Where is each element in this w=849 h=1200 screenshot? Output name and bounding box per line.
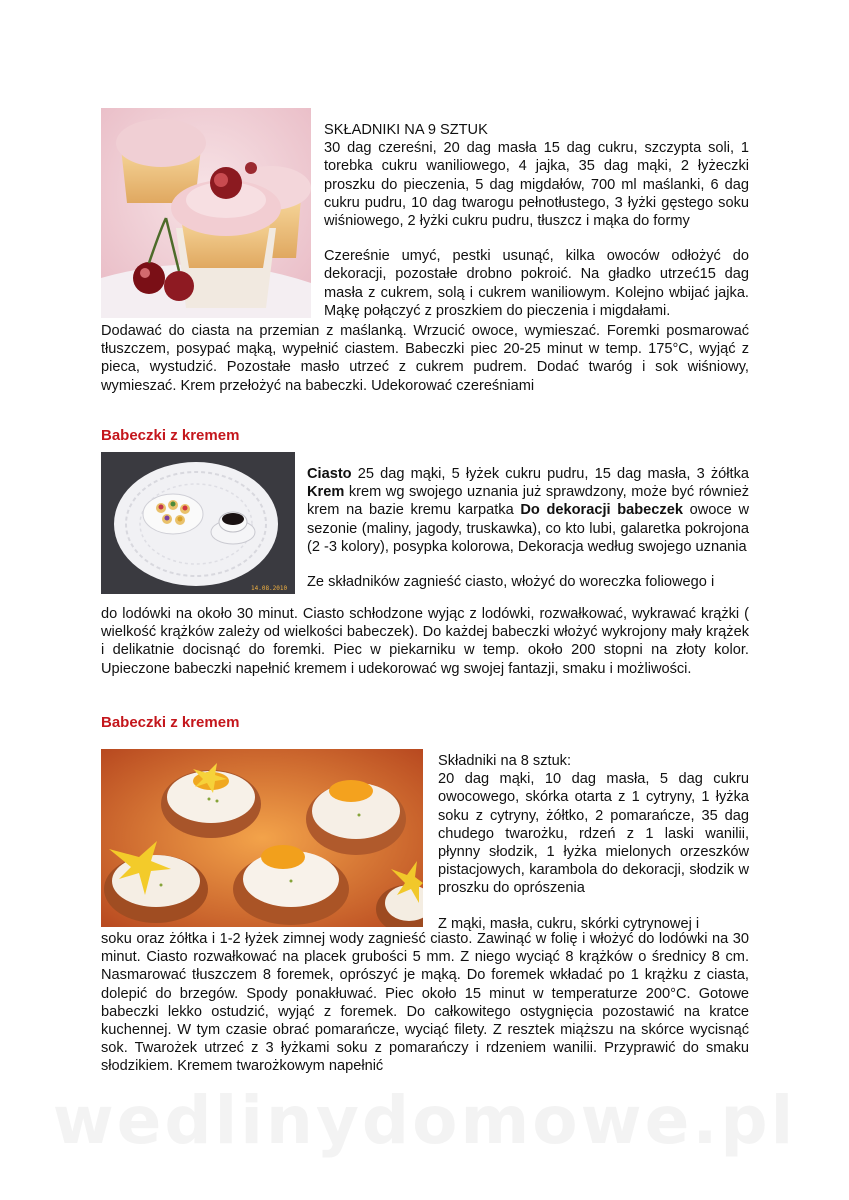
tartlets-doily-photo	[101, 452, 295, 594]
site-watermark: wedlinydomowe.pl	[52, 1082, 797, 1159]
recipe3-instructions-full: soku oraz żółtka i 1-2 łyżek zimnej wody zagnieść ciasto. Zawinąć w folię i włożyć do lodówki na 30 minut. Ciasto rozwałkować na placek grubości 5 mm. Z niego wyciąć 8 krążków o średnicy 8 cm. Nasmarować tłuszczem 8 foremek, oprószyć je mąką. Do foremek wkładać po 1 krążku z ciasta, dolepić do brzegów. Spody ponakłuwać. Piec około 15 minut w temperaturze 200°C. Gotowe babeczki lekko ostudzić, wyjąć z foremek. Do całkowitego ostygnięcia pozostawić na kratce kuchennej. W tym czasie obrać pomarańcze, wyciąć filety. Z resztek miąższu na skórce wycisnąć sok. Twarożek utrzeć z 3 łyżkami soku z pomarańczy i rdzeniem wanilii. Przyprawić do smaku słodzikiem. Kremem twarożkowym napełnić	[101, 931, 749, 1075]
label-ciasto: Ciasto	[307, 466, 352, 482]
recipe3-ingredients: 20 dag mąki, 10 dag masła, 5 dag cukru owocowego, skórka otarta z 1 cytryny, 1 łyżka soku z cytryny, żółtko, 2 pomarańcze, 35 dag chudego twarożku, rdzeń z 1 laski wanilii, płynny słodzik, 1 łyżka mielonych orzeszków pistacjowych, karambola do dekoracji, słodzik w proszku do oprószenia	[438, 771, 749, 897]
text-dekoracja: owoce w sezonie (maliny, jagody, truskawka), co kto lubi, galaretka pokrojona (2 -3 kolory), posypka kolorowa, Dekoracja według swojego uznania	[307, 502, 749, 555]
recipe3-title: Składniki na 8 sztuk:	[438, 753, 572, 769]
recipe2-instructions-full: do lodówki na około 30 minut. Ciasto schłodzone wyjąc z lodówki, rozwałkować, wykrawać krążki ( wielkość krążków zależy od wielkości babeczek). Do każdej babeczki włożyć wykrojony mały krążek i delikatnie docisnąć do foremki. Piec w piekarniku w temp. około 200 stopni na złoty kolor. Upieczone babeczki napełnić kremem i udekorować wg swojej fantazji, smaku i możliwości.	[101, 606, 749, 677]
text-krem: krem wg swojego uznania już sprawdzony, może być również krem na bazie kremu karpatka	[307, 484, 749, 519]
muffins-illustration	[101, 108, 311, 318]
recipe1-ingredients-block	[324, 121, 749, 320]
muffins-cherries-photo	[101, 108, 311, 318]
cream-tartlets-photo	[101, 749, 423, 927]
recipe1-title: SKŁADNIKI NA 9 SZTUK	[324, 122, 488, 138]
recipe2-ingredients	[307, 465, 749, 556]
photo-date-stamp: 14.08.2010	[251, 585, 288, 592]
cream-tartlets-illustration	[101, 749, 423, 927]
recipe2-instructions-side: Ze składników zagnieść ciasto, włożyć do woreczka foliowego i	[307, 574, 715, 591]
recipe3-instructions-side: Z mąki, masła, cukru, skórki cytrynowej i	[438, 915, 700, 932]
label-dekoracja: Do dekoracji babeczek	[520, 502, 683, 519]
label-krem: Krem	[307, 484, 345, 501]
recipe1-instructions-full: Dodawać do ciasta na przemian z maślanką. Wrzucić owoce, wymieszać. Foremki posmarować tłuszczem, posypać mąką, wypełnić ciastem. Babeczki piec 20-25 minut w temp. 175°C, wyjąć z pieca, wystudzić. Pozostałe masło utrzeć z cukrem pudrem. Dodać twaróg i sok wiśniowy, wymieszać. Krem przełożyć na babeczki. Udekorować czereśniami	[101, 323, 749, 394]
tartlets-illustration	[101, 452, 295, 594]
recipe1-instructions-side: Czereśnie umyć, pestki usunąć, kilka owoców odłożyć do dekoracji, pozostałe drobno pokroić. Na gładko utrzeć15 dag masła z cukrem, solą i cukrem waniliowym. Kolejno wbijać jajka. Mąkę połączyć z proszkiem do pieczenia i migdałami.	[324, 248, 749, 319]
recipe3-ingredients-block	[438, 752, 749, 933]
recipe2-ingredients-block	[307, 465, 749, 591]
recipe1-ingredients: 30 dag czereśni, 20 dag masła 15 dag cukru, szczypta soli, 1 torebka cukru waniliowego, 4 jajka, 35 dag mąki, 2 łyżeczki proszku do pieczenia, 5 dag migdałów, 700 ml maślanki, 6 dag cukru pudru, 10 dag twarogu pełnotłustego, 3 łyżki gęstego soku wiśniowego, 2 łyżki cukru pudru, tłuszcz i mąka do formy	[324, 140, 749, 230]
text-ciasto: 25 dag mąki, 5 łyżek cukru pudru, 15 dag masła, 3 żółtka	[351, 466, 749, 482]
recipe3-heading: Babeczki z kremem	[101, 714, 240, 731]
recipe2-heading: Babeczki z kremem	[101, 427, 240, 444]
